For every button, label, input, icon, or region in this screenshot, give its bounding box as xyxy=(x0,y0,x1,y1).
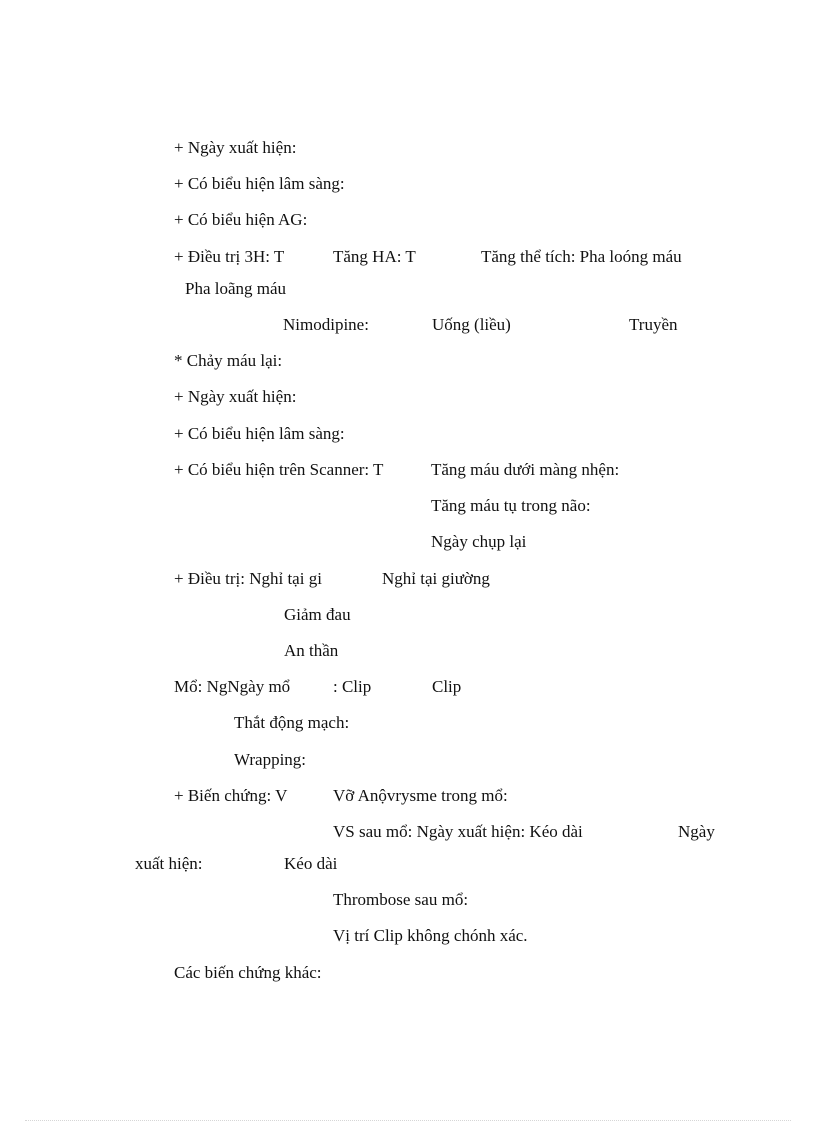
analgesia-label: Giảm đau xyxy=(284,605,351,624)
increase-volume-label: Tăng thể tích: Pha loóng máu xyxy=(481,247,682,266)
bed-rest-label: Nghỉ tại giường xyxy=(382,569,490,588)
rescan-date-label: Ngày chụp lại xyxy=(431,532,527,551)
clip-label: Clip xyxy=(432,677,462,696)
subarachnoid-blood-label: Tăng máu dưới màng nhện: xyxy=(431,460,620,479)
rebleed-clinical-line: + Có biểu hiện lâm sàng: xyxy=(174,424,345,443)
prolonged-label: Kéo dài xyxy=(284,854,338,873)
sedation-label: An thần xyxy=(284,641,339,660)
onset-date-label-wrap: Ngày xyxy=(678,822,715,841)
nimodipine-label: Nimodipine: xyxy=(283,315,369,334)
rebleeding-heading: * Chảy máu lại: xyxy=(174,351,283,370)
oral-dose-label: Uống (liều) xyxy=(432,315,511,334)
complications-label: + Biến chứng: V xyxy=(174,786,288,805)
intraop-rupture-label: Vỡ Anộvrysme trong mổ: xyxy=(333,786,508,805)
artery-ligation-label: Thắt động mạch: xyxy=(234,713,350,732)
wrapping-label: Wrapping: xyxy=(234,750,307,769)
treatment-3h-label: + Điều trị 3H: T xyxy=(174,247,285,266)
treatment-label: + Điều trị: Nghỉ tại gi xyxy=(174,569,322,588)
onset-date-label-cont: xuất hiện: xyxy=(135,854,203,873)
scanner-sign-label: + Có biểu hiện trên Scanner: T xyxy=(174,460,384,479)
increase-bp-label: Tăng HA: T xyxy=(333,247,416,266)
clinical-sign-line: + Có biểu hiện lâm sàng: xyxy=(174,174,345,193)
hemodilution-label: Pha loãng máu xyxy=(185,279,287,298)
intracerebral-hematoma-label: Tăng máu tụ trong não: xyxy=(431,496,591,515)
other-complications-label: Các biến chứng khác: xyxy=(174,963,322,982)
infusion-label: Truyền xyxy=(629,315,678,334)
surgery-clip-label: : Clip xyxy=(333,677,372,696)
rebleed-onset-line: + Ngày xuất hiện: xyxy=(174,387,297,406)
angiography-sign-line: + Có biểu hiện AG: xyxy=(174,210,308,229)
postop-vasospasm-label: VS sau mổ: Ngày xuất hiện: Kéo dài xyxy=(333,822,583,841)
page-bottom-divider xyxy=(25,1120,791,1121)
onset-date-line: + Ngày xuất hiện: xyxy=(174,138,297,157)
surgery-date-label: Mổ: NgNgày mổ xyxy=(174,677,291,696)
clip-misplacement-label: Vị trí Clip không chónh xác. xyxy=(333,926,528,945)
postop-thrombosis-label: Thrombose sau mổ: xyxy=(333,890,469,909)
